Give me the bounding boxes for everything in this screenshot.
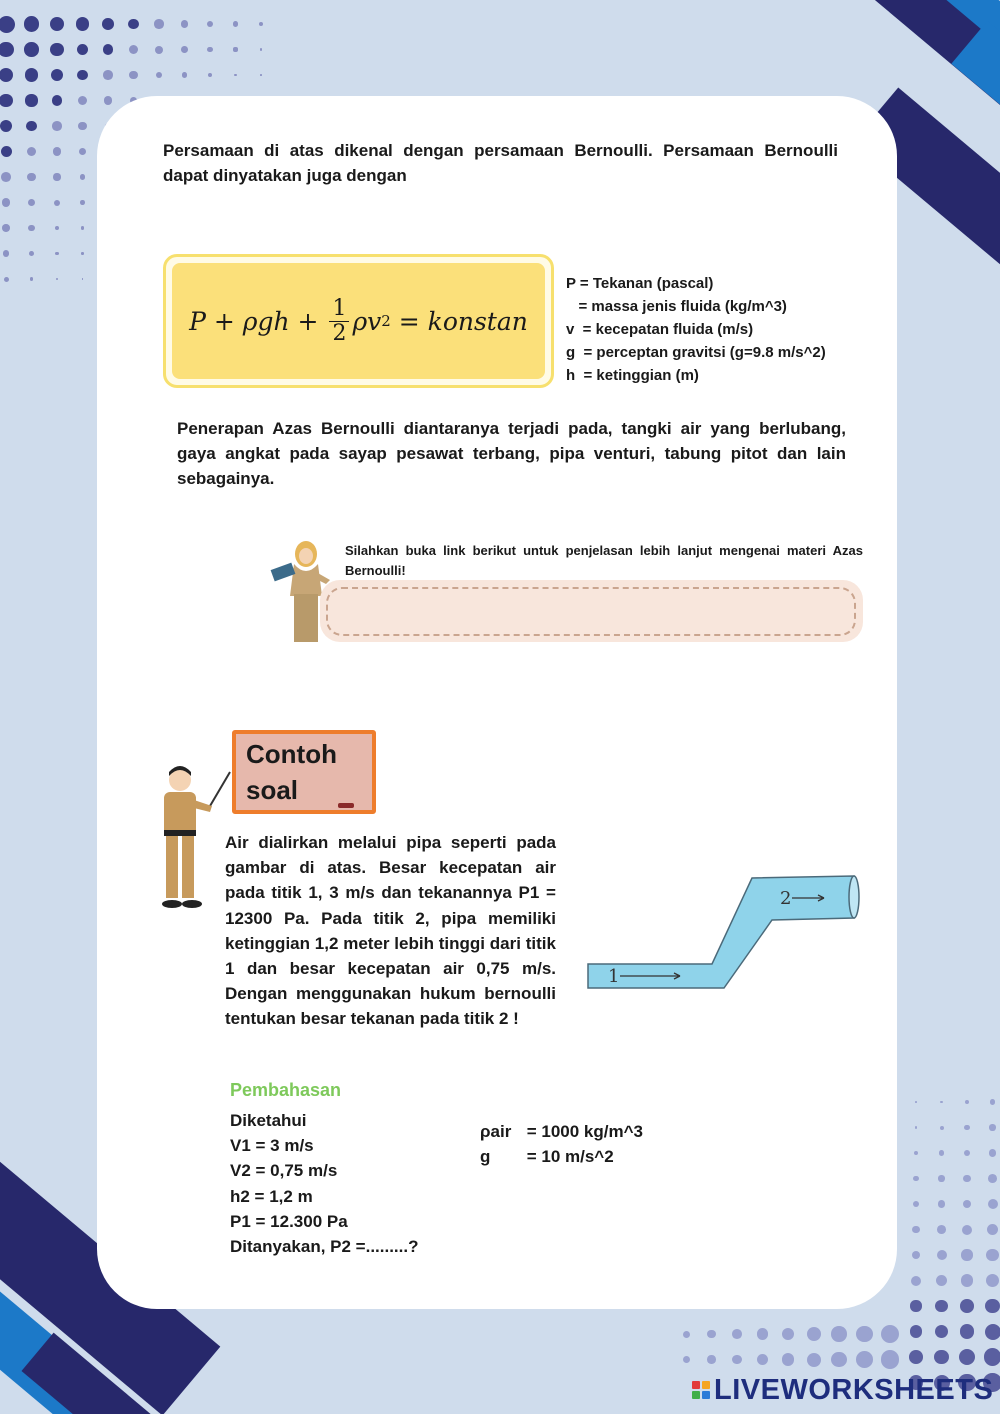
decorative-dot	[77, 44, 89, 56]
formula-rhs: = konstan	[390, 306, 528, 336]
decorative-dot	[156, 72, 163, 79]
decorative-dot	[53, 147, 61, 155]
decorative-dot	[27, 147, 37, 157]
decorative-dot	[964, 1150, 970, 1156]
decorative-dot	[3, 250, 9, 256]
decorative-dot	[965, 1100, 969, 1104]
decorative-dot	[154, 19, 163, 28]
decorative-dot	[55, 252, 59, 256]
decorative-dot	[881, 1325, 899, 1343]
decorative-dot	[78, 122, 86, 130]
decorative-dot	[683, 1331, 690, 1338]
solution-heading: Pembahasan	[230, 1080, 342, 1100]
legend-item: h = ketinggian (m)	[566, 367, 699, 384]
decorative-dot	[77, 70, 88, 81]
decorative-dot	[807, 1353, 821, 1367]
decorative-dot	[986, 1249, 998, 1261]
decorative-dot	[914, 1151, 918, 1155]
decorative-dot	[76, 17, 89, 30]
decorative-dot	[912, 1251, 921, 1260]
decorative-dot	[55, 226, 60, 231]
decorative-dot	[915, 1101, 917, 1103]
decorative-dot	[53, 173, 60, 180]
decorative-dot	[28, 199, 35, 206]
decorative-dot	[2, 224, 9, 231]
formula-exponent: 2	[381, 312, 391, 330]
given-list	[230, 1108, 470, 1259]
decorative-dot	[26, 121, 37, 132]
decorative-dot	[102, 18, 114, 30]
decorative-dot	[30, 277, 34, 281]
decorative-dot	[934, 1350, 949, 1365]
decorative-dot	[912, 1226, 920, 1234]
decorative-dot	[1, 146, 12, 157]
decorative-dot	[985, 1299, 1000, 1314]
decorative-dot	[782, 1353, 795, 1366]
decorative-dot	[259, 22, 263, 26]
decorative-dot	[81, 252, 83, 254]
decorative-dot	[24, 16, 40, 32]
decorative-dot	[29, 251, 34, 256]
decorative-dot	[960, 1299, 974, 1313]
decorative-dot	[81, 226, 85, 230]
fraction-numerator: 1	[329, 297, 349, 322]
decorative-dot	[988, 1199, 998, 1209]
decorative-dot	[707, 1330, 715, 1338]
formula-rho-v: ρv	[352, 306, 382, 336]
decorative-dot	[856, 1326, 873, 1343]
decorative-dot	[25, 68, 38, 81]
decorative-dot	[0, 68, 13, 83]
decorative-dot	[940, 1126, 944, 1130]
link-input[interactable]	[326, 587, 856, 636]
decorative-dot	[683, 1356, 690, 1363]
decorative-dot	[104, 96, 112, 104]
decorative-dot	[103, 70, 112, 79]
decorative-dot	[881, 1350, 899, 1368]
decorative-dot	[961, 1249, 972, 1260]
decorative-dot	[208, 73, 212, 77]
decorative-dot	[260, 48, 263, 51]
decorative-dot	[2, 198, 11, 207]
brand-name: LIVEWORKSHEETS	[714, 1373, 994, 1406]
constant-row	[480, 1119, 700, 1144]
decorative-dot	[78, 96, 88, 106]
decorative-dot	[0, 94, 13, 107]
link-instruction-text: Silahkan buka link berikut untuk penjelasan lebih lanjut mengenai materi Azas Bernoulli!	[345, 543, 863, 578]
decorative-dot	[1, 172, 11, 182]
given-item: Diketahui	[230, 1111, 307, 1130]
decorative-dot	[962, 1225, 972, 1235]
decorative-dot	[935, 1325, 949, 1339]
decorative-dot	[234, 74, 237, 77]
decorative-dot	[984, 1348, 1000, 1365]
decorative-dot	[989, 1149, 997, 1157]
decorative-dot	[27, 173, 36, 182]
decorative-dot	[52, 121, 62, 131]
decorative-dot	[935, 1300, 947, 1312]
decorative-dot	[909, 1350, 923, 1364]
decorative-dot	[50, 43, 63, 56]
decorative-dot	[913, 1201, 919, 1207]
pipe-point-1-label: 1	[608, 966, 620, 987]
decorative-dot	[939, 1150, 944, 1155]
decorative-dot	[28, 225, 34, 231]
decorative-dot	[707, 1355, 715, 1363]
decorative-dot	[938, 1175, 944, 1181]
given-item: V2 = 0,75 m/s	[230, 1161, 338, 1181]
decorative-dot	[82, 278, 83, 279]
decorative-dot	[80, 200, 85, 205]
teacher-man-illustration	[150, 766, 235, 914]
decorative-dot	[940, 1101, 943, 1104]
decorative-dot	[128, 19, 139, 30]
liveworksheets-brand[interactable]	[692, 1372, 993, 1408]
decorative-dot	[938, 1200, 946, 1208]
decorative-dot	[233, 47, 237, 51]
decorative-dot	[0, 16, 15, 33]
board-title-line1: Contoh	[246, 739, 337, 769]
decorative-dot	[129, 45, 138, 54]
decorative-dot	[911, 1276, 921, 1286]
constant-label: g	[480, 1147, 491, 1167]
decorative-dot	[233, 21, 238, 26]
decorative-dot	[988, 1174, 997, 1183]
decorative-dot	[910, 1325, 922, 1337]
formula-fraction	[329, 297, 349, 346]
decorative-dot	[986, 1274, 1000, 1288]
decorative-dot	[51, 69, 63, 81]
decorative-dot	[54, 200, 60, 206]
decorative-dot	[915, 1126, 918, 1129]
applications-paragraph: Penerapan Azas Bernoulli diantaranya terjadi pada, tangki air yang berlubang, gaya angkat pada sayap pesawat terbang, pipa venturi, tabung pitot dan lain sebagainya.	[177, 419, 846, 488]
decorative-dot	[103, 44, 114, 55]
problem-statement: Air dialirkan melalui pipa seperti pada gambar di atas. Besar kecepatan air pada titik 1, 3 m/s dan tekanannya P1 = 12300 Pa. Pada titik 2, pipa memiliki ketinggian 1,2 meter lebih tinggi dari titik 1 dan besar kecepatan air 0,75 m/s. Dengan menggunakan hukum bernoulli tentukan besar tekanan pada titik 2 !	[225, 833, 556, 1029]
decorative-dot	[831, 1326, 846, 1341]
decorative-dot	[4, 277, 9, 282]
decorative-dot	[856, 1351, 873, 1368]
decorative-dot	[937, 1225, 946, 1234]
legend-item: v = kecepatan fluida (m/s)	[566, 321, 754, 338]
decorative-dot	[732, 1329, 742, 1339]
decorative-dot	[807, 1327, 821, 1341]
decorative-dot	[80, 174, 86, 180]
decorative-dot	[937, 1250, 947, 1260]
decorative-dot	[50, 17, 64, 31]
legend-item: = massa jenis fluida (kg/m^3)	[566, 298, 787, 315]
decorative-dot	[181, 46, 188, 53]
given-item: P1 = 12.300 Pa	[230, 1211, 348, 1231]
decorative-dot	[757, 1328, 768, 1339]
decorative-dot	[913, 1176, 918, 1181]
liveworksheets-logo-icon	[692, 1381, 710, 1399]
decorative-dot	[182, 72, 188, 78]
constant-value: = 1000 kg/m^3	[526, 1122, 643, 1141]
constants-list	[480, 1119, 700, 1169]
formula-legend	[566, 272, 876, 387]
constant-row	[480, 1144, 700, 1169]
example-board	[232, 730, 376, 814]
decorative-dot	[181, 20, 189, 28]
decorative-dot	[52, 95, 63, 106]
given-item: V1 = 3 m/s	[230, 1136, 314, 1156]
constant-label: ρair	[480, 1122, 512, 1141]
decorative-dot	[964, 1125, 969, 1130]
fraction-denominator: 2	[332, 320, 347, 346]
intro-paragraph: Persamaan di atas dikenal dengan persamaan Bernoulli. Persamaan Bernoulli dapat dinyatakan juga dengan	[163, 141, 838, 185]
bernoulli-formula-box	[163, 254, 554, 388]
pipe-diagram	[584, 862, 866, 1002]
legend-item: P = Tekanan (pascal)	[566, 275, 714, 292]
given-item: h2 = 1,2 m	[230, 1186, 313, 1206]
decorative-dot	[56, 278, 58, 280]
decorative-dot	[24, 42, 39, 57]
decorative-dot	[963, 1175, 971, 1183]
chalk-eraser	[338, 803, 354, 808]
decorative-dot	[25, 94, 37, 106]
given-item: Ditanyakan, P2 =.........?	[230, 1237, 419, 1257]
decorative-dot	[0, 42, 14, 58]
decorative-dot	[987, 1224, 998, 1235]
decorative-dot	[79, 148, 86, 155]
decorative-dot	[260, 74, 262, 76]
decorative-dot	[960, 1324, 975, 1339]
decorative-dot	[0, 120, 12, 132]
constant-value: = 10 m/s^2	[526, 1147, 614, 1167]
decorative-dot	[985, 1324, 1000, 1340]
decorative-dot	[989, 1124, 995, 1130]
board-title-line2: soal	[246, 775, 299, 805]
decorative-dot	[207, 47, 212, 52]
legend-item: g = perceptan gravitsi (g=9.8 m/s^2)	[566, 344, 826, 361]
pipe-point-2-label: 2	[780, 888, 792, 909]
decorative-dot	[831, 1352, 846, 1367]
decorative-dot	[910, 1300, 921, 1311]
formula-lhs: P + ρgh +	[189, 306, 327, 336]
decorative-dot	[963, 1200, 972, 1209]
decorative-dot	[936, 1275, 947, 1286]
decorative-dot	[155, 46, 163, 54]
decorative-dot	[782, 1328, 795, 1341]
bernoulli-formula	[172, 263, 545, 379]
decorative-dot	[757, 1354, 768, 1365]
decorative-dot	[129, 71, 137, 79]
decorative-dot	[959, 1349, 975, 1365]
decorative-dot	[961, 1274, 973, 1286]
decorative-dot	[732, 1355, 742, 1365]
decorative-dot	[207, 21, 214, 28]
decorative-dot	[990, 1099, 995, 1104]
